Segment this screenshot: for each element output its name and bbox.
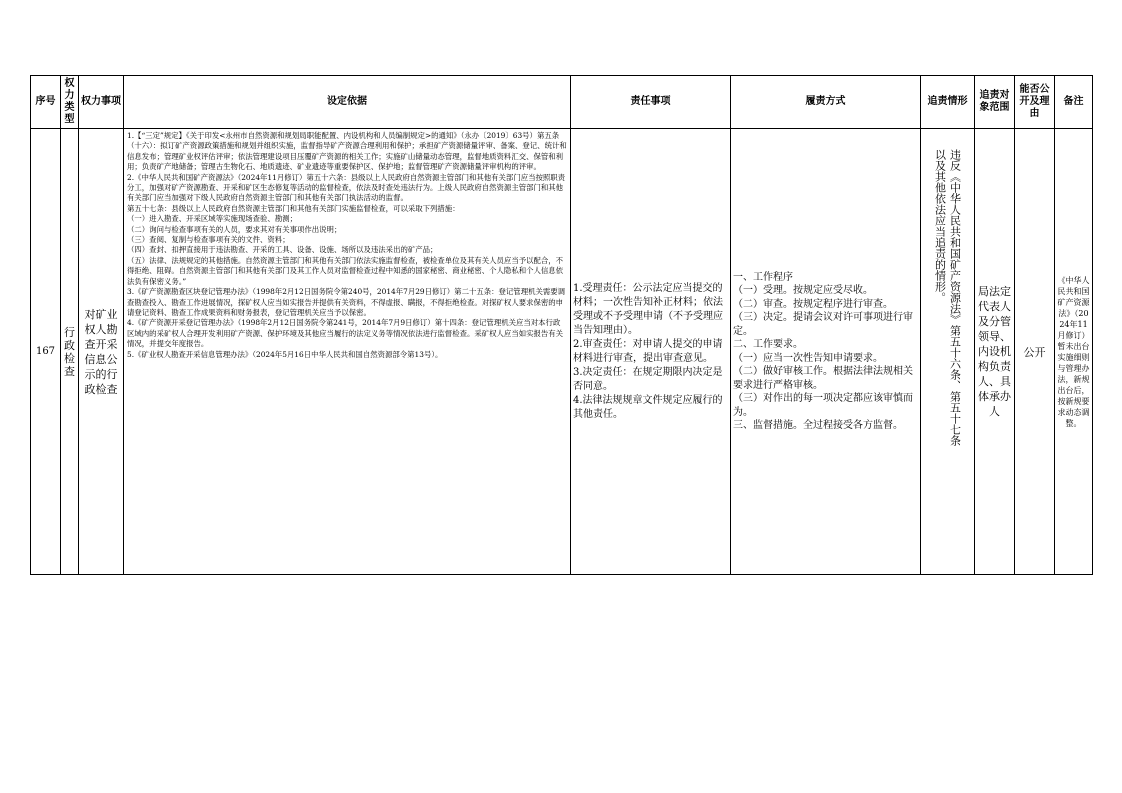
pursue-text-part2: 以及其他依法应当追责的情形。 xyxy=(933,149,947,303)
performance-item: 三、监督措施。全过程接受各方监督。 xyxy=(733,420,903,431)
basis-para: 5.《矿业权人勘查开采信息管理办法》（2024年5月16日中华人民共和国自然资源部令第13号）。 xyxy=(127,349,443,359)
open-cell: 公开 xyxy=(1015,129,1055,575)
header-row xyxy=(31,76,1093,129)
header-basis: 设定依据 xyxy=(124,76,571,129)
seq-cell: 167 xyxy=(31,129,61,575)
performance-cell xyxy=(731,129,921,575)
performance-item: 一、工作程序 xyxy=(733,271,793,283)
basis-para: （四）查封、扣押直接用于违法勘查、开采的工具、设备、设施、场所以及违法采出的矿产品； xyxy=(127,245,438,255)
performance-item: （三）决定。提请会议对许可事项进行审定。 xyxy=(733,312,913,337)
header-open: 能否公开及理由 xyxy=(1015,76,1055,129)
table-row xyxy=(31,129,1093,575)
responsibility-item: 3.决定责任：在规定期限内决定是否同意。 xyxy=(573,366,723,392)
basis-para: （五）法律、法规规定的其他措施。自然资源主管部门和其他有关部门依法实施监督检查，被检查单位及其有关人员应当予以配合，不得拒绝、阻碍。自然资源主管部门和其他有关部门及其工作人员对监督检查过程中知悉的国家秘密、商业秘密、个人隐私和个人信息依法负有保密义务。” xyxy=(127,255,564,286)
power-type-cell: 行政检查 xyxy=(61,129,79,575)
header-pursue: 追责情形 xyxy=(921,76,975,129)
header-performance: 履责方式 xyxy=(731,76,921,129)
basis-para: 4.《矿产资源开采登记管理办法》（1998年2月12日国务院令第241号，2014年7月9日修订）第十四条：登记管理机关应当对本行政区域内的采矿权人合理开发利用矿产资源、保护环境及其他应当履行的法定义务等情况依法进行监督检查。采矿权人应当如实报告有关情况，并提交年度报告。 xyxy=(127,318,564,349)
performance-item: （一）应当一次性告知申请要求。 xyxy=(733,352,883,364)
basis-para: 第五十七条：县级以上人民政府自然资源主管部门和其他有关部门实施监督检查，可以采取下列措施： xyxy=(127,203,460,213)
power-list-table xyxy=(30,75,1093,575)
performance-item: 二、工作要求。 xyxy=(733,339,803,350)
basis-para: （二）询问与检查事项有关的人员，要求其对有关事项作出说明； xyxy=(127,224,342,234)
basis-para: （三）查阅、复制与检查事项有关的文件、资料； xyxy=(127,235,290,245)
performance-item: （二）审查。按规定程序进行审查。 xyxy=(733,298,893,310)
basis-cell xyxy=(124,129,571,575)
performance-item: （三）对作出的每一项决定都应该审慎而为。 xyxy=(733,393,913,418)
performance-item: （二）做好审核工作。根据法律法规相关要求进行严格审核。 xyxy=(733,366,913,391)
responsibility-item: 4.法律法规规章文件规定应履行的其他责任。 xyxy=(573,394,723,420)
basis-para: 1.【“三定”规定】《关于印发<永州市自然资源和规划局职能配置、内设机构和人员编制规定>的通知》（永办〔2019〕63号）第五条（十六）：拟订矿产资源政策措施和规划并组织实施，监督指导矿产资源合理利用和保护；承担矿产资源储量评审、备案、登记、统计和信息发布；管理矿业权评估评审；依法管理建设项目压覆矿产资源的相关工作；实施矿山储量动态管理，监督地质资料汇交、保管和利用；负责矿产地储备；管理古生物化石、地质遗迹、矿业遗迹等重要保护区、保护地；监督管理矿产资源储量评审机构的评审。 xyxy=(127,131,567,172)
header-power-type: 权力类型 xyxy=(61,76,79,129)
basis-para: 2.《中华人民共和国矿产资源法》（2024年11月修订）第五十六条：县级以上人民政府自然资源主管部门和其他有关部门应当按照职责分工，加强对矿产资源勘查、开采和矿区生态修复等活动的监督检查，依法及时查处违法行为。上级人民政府自然资源主管部门和其他有关部门应当加强对下级人民政府自然资源主管部门和其他有关部门执法活动的监督。 xyxy=(127,172,566,203)
responsibility-item: 1.受理责任：公示法定应当提交的材料；一次性告知补正材料；依法受理或不予受理申请（不予受理应当告知理由）。 xyxy=(573,282,723,336)
header-power-matter: 权力事项 xyxy=(79,76,124,129)
power-matter-cell: 对矿业权人勘查开采信息公示的行政检查 xyxy=(79,129,124,575)
header-responsibility: 责任事项 xyxy=(571,76,731,129)
responsibility-item: 2.审查责任：对申请人提交的申请材料进行审查，提出审查意见。 xyxy=(573,338,723,364)
target-cell: 局法定代表人及分管领导、内设机构负责人、具体承办人 xyxy=(975,129,1015,575)
header-target: 追责对象范围 xyxy=(975,76,1015,129)
responsibility-cell xyxy=(571,129,731,575)
pursue-cell xyxy=(921,129,975,575)
performance-item: （一）受理。按规定应受尽收。 xyxy=(733,285,873,296)
basis-para: 3.《矿产资源勘查区块登记管理办法》（1998年2月12日国务院令第240号，2014年7月29日修订）第二十五条：登记管理机关需要调查勘查投入、勘查工作进展情况，探矿权人应当如实报告并提供有关资料，不得虚报、瞒报，不得拒绝检查。对探矿权人要求保密的申请登记资料、勘查工作成果资料和财务报表，登记管理机关应当予以保密。 xyxy=(127,287,566,317)
header-remark: 备注 xyxy=(1055,76,1093,129)
header-seq: 序号 xyxy=(31,76,61,129)
remark-cell: 《中华人民共和国矿产资源法》（2024年11月修订）暂未出台实施细则与管理办法，新规出台后，按新规要求动态调整。 xyxy=(1055,129,1093,575)
pursue-text-part1: 违反《中华人民共和国矿产资源法》第五十六条、第五十七条 xyxy=(948,149,962,446)
basis-para: （一）进入勘查、开采区域等实施现场查验、勘测； xyxy=(127,214,297,224)
